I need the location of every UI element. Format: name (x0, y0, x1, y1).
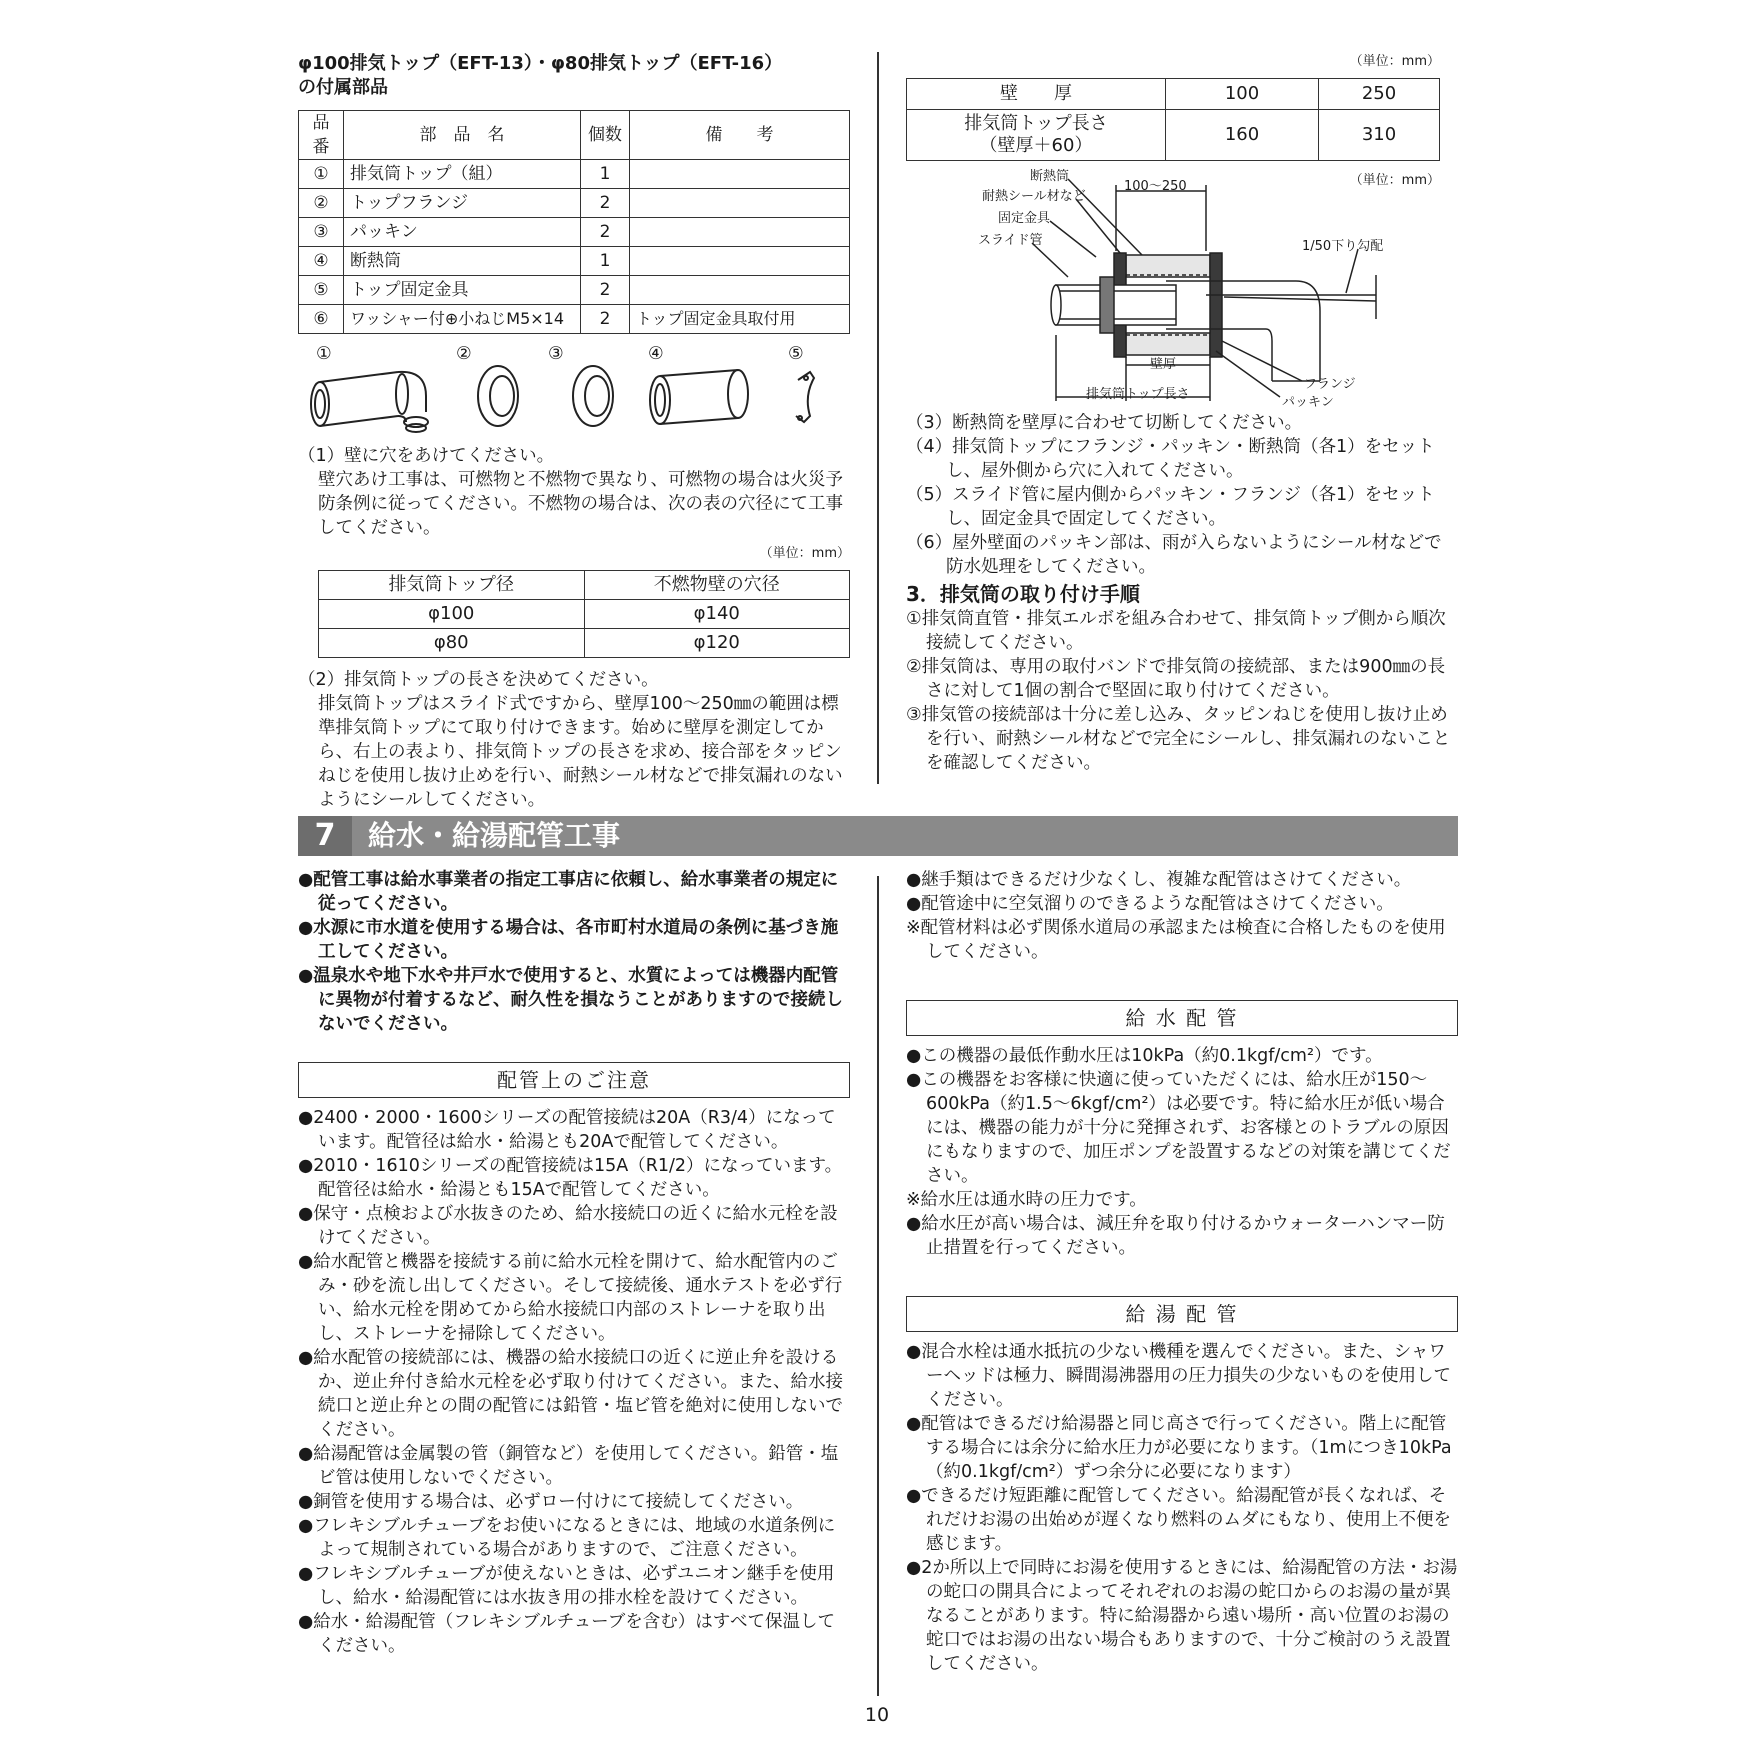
list-item: ●水源に市水道を使用する場合は、各市町村水道局の条例に基づき施工してください。 (298, 918, 839, 962)
piping-notes-title: 配管上のご注意 (298, 1062, 850, 1098)
step-1 (298, 444, 850, 540)
pipe-section-drawing (906, 165, 1458, 405)
step-2-head: （2）排気筒トップの長さを決めてください。 (298, 670, 659, 690)
piping-notes (298, 1106, 850, 1658)
step-4: （4）排気筒トップにフランジ・パッキン・断熱筒（各1）をセットし、屋外側から穴に入れてください。 (906, 437, 1435, 481)
list-item: ●給水配管の接続部には、機器の給水接続口の近くに逆止弁を設けるか、逆止弁付き給水元栓を必ず取り付けてください。また、給水接続口と逆止弁との間の配管には鉛管・塩ビ管を絶対に使用しないでください。 (298, 1348, 843, 1440)
parts-illustration (298, 342, 850, 438)
list-item: ※給水圧は通水時の圧力です。 (906, 1190, 1147, 1210)
step-1-body: 壁穴あけ工事は、可燃物と不燃物で異なり、可燃物の場合は火災予防条例に従ってください。不燃物の場合は、次の表の穴径にて工事してください。 (318, 470, 843, 538)
label-slope: 1/50下り勾配 (1302, 239, 1384, 254)
table-row: ③ パッキン 2 (299, 218, 850, 247)
step-2-body: 排気筒トップはスライド式ですから、壁厚100〜250㎜の範囲は標準排気筒トップにて取り付けできます。始めに壁厚を測定してから、右上の表より、排気筒トップの長さを求め、接合部をタッピンねじを使用し抜け止めを行い、耐熱シール材などで排気漏れのないようにシールしてください。 (318, 694, 843, 810)
list-item: ●給水圧が高い場合は、減圧弁を取り付けるかウォーターハンマー防止措置を行ってください。 (906, 1214, 1445, 1258)
list-item: ①排気筒直管・排気エルボを組み合わせて、排気筒トップ側から順次接続してください。 (906, 609, 1446, 653)
label-packing: パッキン (1282, 395, 1334, 410)
part-label-2: ② (456, 344, 472, 364)
hot-water-notes (906, 1340, 1458, 1676)
label-dannetsu: 断熱筒 (1030, 169, 1070, 184)
label-slide: スライド管 (978, 233, 1043, 248)
column-divider-top (877, 52, 879, 784)
parts-table (298, 110, 850, 334)
list-item: ●給水配管と機器を接続する前に給水元栓を開けて、給水配管内のごみ・砂を流し出してください。そして接続後、通水テストを必ず行い、給水元栓を閉めてから給水接続口内部のストレーナを取り出し、ストレーナを掃除してください。 (298, 1252, 843, 1344)
installation-diagram (906, 165, 1458, 410)
list-item: ●温泉水や地下水や井戸水で使用すると、水質によっては機器内配管に異物が付着するなど、耐久性を損なうことがありますので接続しないでください。 (298, 966, 843, 1034)
general-notes (906, 868, 1458, 964)
step-5: （5）スライド管に屋内側からパッキン・フランジ（各1）をセットし、固定金具で固定してください。 (906, 485, 1435, 529)
page-number: 10 (864, 1704, 890, 1726)
table-header-row: 排気筒トップ径 不燃物壁の穴径 (319, 571, 850, 600)
table-header-row: 品番 部 品 名 個数 備 考 (299, 111, 850, 160)
step-6: （6）屋外壁面のパッキン部は、雨が入らないようにシール材などで防水処理をしてください。 (906, 533, 1442, 577)
list-item: ●混合水栓は通水抵抗の少ない機種を選んでください。また、シャワーヘッドは極力、瞬間湯沸器用の圧力損失の少ないものを使用してください。 (906, 1342, 1451, 1410)
list-item: ●フレキシブルチューブが使えないときは、必ずユニオン継手を使用し、給水・給湯配管には水抜き用の排水栓を設けてください。 (298, 1564, 835, 1608)
important-notes (298, 868, 850, 1036)
part-label-1: ① (316, 344, 332, 364)
table-row: ① 排気筒トップ（組） 1 (299, 160, 850, 189)
list-item: ●2010・1610シリーズの配管接続は15A（R1/2）になっています。配管径は給水・給湯とも15Aで配管してください。 (298, 1156, 843, 1200)
label-wall: 壁厚 (1150, 357, 1177, 372)
flange-icon (478, 366, 518, 426)
table-row: ⑤ トップ固定金具 2 (299, 276, 850, 305)
hot-water-title: 給 湯 配 管 (906, 1296, 1458, 1332)
step-2 (298, 668, 850, 812)
bottom-right-column (906, 868, 1458, 1676)
table-row: 壁 厚 100 250 (907, 79, 1440, 110)
section-7-number: 7 (298, 816, 352, 856)
table-row: 排気筒トップ長さ （壁厚＋60） 160 310 (907, 110, 1440, 161)
list-item: ③排気管の接続部は十分に差し込み、タッピンねじを使用し抜け止めを行い、耐熱シール材などで完全にシールし、排気漏れのないことを確認してください。 (906, 705, 1451, 773)
list-item: ●この機器をお客様に快適に使っていただくには、給水圧が150〜600kPa（約1.5〜6kgf/cm²）は必要です。特に給水圧が低い場合には、機器の能力が十分に発揮されず、お客様とのトラブルの原因にもなりますので、加圧ポンプを設置するなどの対策を講じてください。 (906, 1070, 1451, 1186)
label-length: 排気筒トップ長さ (1086, 387, 1190, 402)
top-left-column (298, 52, 850, 812)
packing-icon (573, 366, 613, 426)
label-kotei: 固定金具 (998, 211, 1051, 226)
column-divider-bottom (877, 876, 879, 1696)
wall-thickness-table (906, 78, 1440, 161)
fixing-bracket-icon (796, 372, 814, 422)
part-label-5: ⑤ (788, 344, 804, 364)
steps-3-6 (906, 411, 1458, 579)
list-item: ●銅管を使用する場合は、必ずロー付けにて接続してください。 (298, 1492, 804, 1512)
table-row: φ80 φ120 (319, 629, 850, 658)
diagram-unit: （単位：mm） (1349, 173, 1440, 188)
part-label-3: ③ (548, 344, 564, 364)
list-item: ●2400・2000・1600シリーズの配管接続は20A（R3/4）になっています。配管径は給水・給湯とも20Aで配管してください。 (298, 1108, 836, 1152)
insulation-tube-icon (650, 370, 748, 424)
section-3-items (906, 607, 1458, 775)
accessory-title: φ100排気トップ（EFT-13）・φ80排気トップ（EFT-16） の付属部品 (298, 53, 783, 98)
step-3: （3）断熱筒を壁厚に合わせて切断してください。 (906, 413, 1303, 433)
bottom-left-column (298, 868, 850, 1658)
table-row: ② トップフランジ 2 (299, 189, 850, 218)
hole-table (318, 570, 850, 658)
list-item: ●できるだけ短距離に配管してください。給湯配管が長くなれば、それだけお湯の出始めが遅くなり燃料のムダにもなり、使用上不便を感じます。 (906, 1486, 1451, 1554)
water-supply-notes (906, 1044, 1458, 1260)
list-item: ●継手類はできるだけ少なくし、複雑な配管はさけてください。 (906, 870, 1412, 890)
list-item: ●配管途中に空気溜りのできるような配管はさけてください。 (906, 894, 1394, 914)
list-item: ※配管材料は必ず関係水道局の承認または検査に合格したものを使用してください。 (906, 918, 1446, 962)
table-row: ④ 断熱筒 1 (299, 247, 850, 276)
list-item: ●配管工事は給水事業者の指定工事店に依頼し、給水事業者の規定に従ってください。 (298, 870, 839, 914)
section-7-title: 給水・給湯配管工事 (368, 819, 621, 852)
unit-label: （単位：mm） (1349, 54, 1440, 69)
list-item: ●この機器の最低作動水圧は10kPa（約0.1kgf/cm²）です。 (906, 1046, 1383, 1066)
top-right-column (906, 50, 1458, 775)
list-item: ●給湯配管は金属製の管（銅管など）を使用してください。鉛管・塩ビ管は使用しないでください。 (298, 1444, 839, 1488)
list-item: ●2か所以上で同時にお湯を使用するときには、給湯配管の方法・お湯の蛇口の開具合によってそれぞれのお湯の蛇口からのお湯の量が異なることがあります。特に給湯器から遠い場所・高い位置のお湯の蛇口ではお湯の出ない場合もありますので、十分ご検討のうえ設置してください。 (906, 1558, 1458, 1674)
list-item: ●フレキシブルチューブをお使いになるときには、地域の水道条例によって規制されている場合がありますので、ご注意ください。 (298, 1516, 836, 1560)
label-flange: フランジ (1304, 377, 1356, 392)
exhaust-top-icon (311, 372, 428, 432)
part-label-4: ④ (648, 344, 664, 364)
section-3-title: 3．排気筒の取り付け手順 (906, 582, 1140, 606)
list-item: ●給水・給湯配管（フレキシブルチューブを含む）はすべて保温してください。 (298, 1612, 835, 1656)
list-item: ●保守・点検および水抜きのため、給水接続口の近くに給水元栓を設けてください。 (298, 1204, 838, 1248)
list-item: ②排気筒は、専用の取付バンドで排気筒の接続部、または900㎜の長さに対して1個の割合で堅固に取り付けてください。 (906, 657, 1446, 701)
label-range: 100〜250 (1124, 179, 1187, 194)
unit-label: （単位：mm） (759, 546, 850, 561)
list-item: ●配管はできるだけ給湯器と同じ高さで行ってください。階上に配管する場合には余分に給水圧力が必要になります。（1mにつき10kPa（約0.1kgf/cm²）ずつ余分に必要になります） (906, 1414, 1452, 1482)
table-row: φ100 φ140 (319, 600, 850, 629)
parts-drawing (298, 356, 850, 438)
table-row: ⑥ ワッシャー付⊕小ねじM5×14 2 トップ固定金具取付用 (299, 305, 850, 334)
step-1-head: （1）壁に穴をあけてください。 (298, 446, 555, 466)
label-seal: 耐熱シール材など (982, 189, 1086, 204)
water-supply-title: 給 水 配 管 (906, 1000, 1458, 1036)
